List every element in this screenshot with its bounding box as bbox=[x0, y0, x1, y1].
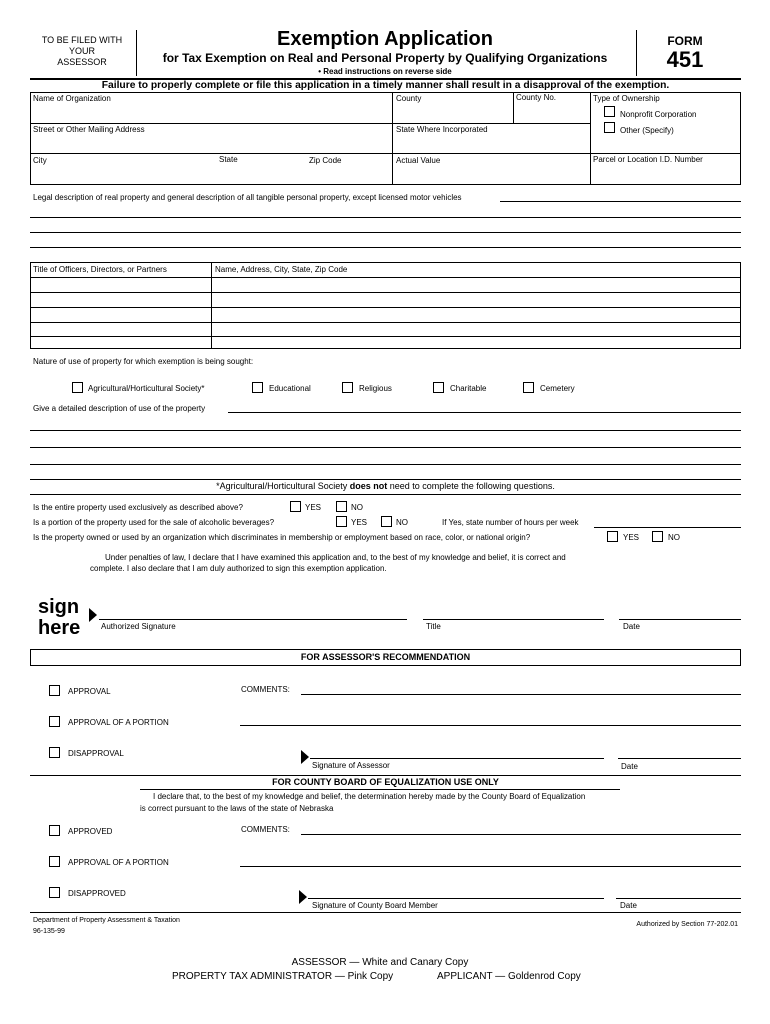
legal-line-3[interactable] bbox=[30, 232, 741, 233]
header-divider-right bbox=[636, 30, 637, 76]
state-label: State bbox=[219, 155, 238, 164]
question-2: Is a portion of the property used for the sale of alcoholic beverages? bbox=[33, 518, 275, 527]
educational-checkbox[interactable] bbox=[252, 382, 263, 393]
agricultural-checkbox[interactable] bbox=[72, 382, 83, 393]
assessor-signature-label: Signature of Assessor bbox=[312, 761, 390, 770]
assessor-signature-line[interactable] bbox=[310, 758, 604, 759]
board-approved-checkbox[interactable] bbox=[49, 825, 60, 836]
sign-here-label: sign here bbox=[38, 596, 81, 639]
question-1: Is the entire property used exclusively as described above? bbox=[33, 503, 243, 512]
parcel-label: Parcel or Location I.D. Number bbox=[593, 155, 703, 164]
assessor-heading: FOR ASSESSOR'S RECOMMENDATION bbox=[300, 652, 471, 662]
county-no-label: County No. bbox=[516, 93, 557, 102]
religious-label: Religious bbox=[359, 384, 392, 393]
q2-no-checkbox[interactable] bbox=[381, 516, 392, 527]
board-signature-label: Signature of County Board Member bbox=[312, 901, 438, 910]
warning-text: Failure to properly complete or file this application in a timely manner shall result in a disapproval of the exemption. bbox=[101, 80, 670, 91]
assessor-date-line[interactable] bbox=[618, 758, 741, 759]
street-field[interactable] bbox=[31, 135, 391, 152]
q2-yes-checkbox[interactable] bbox=[336, 516, 347, 527]
street-label: Street or Other Mailing Address bbox=[33, 125, 145, 134]
board-disapproved-label: DISAPPROVED bbox=[68, 889, 126, 898]
assessor-approval-portion-label: APPROVAL OF A PORTION bbox=[68, 718, 169, 727]
other-ownership-field[interactable] bbox=[592, 137, 740, 151]
q2-no-label: NO bbox=[396, 518, 408, 527]
actual-value-label: Actual Value bbox=[396, 156, 441, 165]
cert-date-label: Date bbox=[623, 622, 640, 631]
q3-yes-label: YES bbox=[623, 533, 640, 542]
form-code: 96-135-99 bbox=[33, 928, 65, 935]
board-text-1: I declare that, to the best of my knowledge and belief, the determination hereby made by the County Board of Equalization bbox=[153, 792, 586, 801]
cemetery-label: Cemetery bbox=[540, 384, 575, 393]
certification-text-2: complete. I also declare that I am duly authorized to sign this exemption application. bbox=[90, 564, 387, 573]
q1-yes-checkbox[interactable] bbox=[290, 501, 301, 512]
title-label: Title bbox=[426, 622, 441, 631]
nature-of-use-label: Nature of use of property for which exemption is being sought: bbox=[33, 357, 254, 366]
board-comments-line-1[interactable] bbox=[301, 834, 741, 835]
board-signature-arrow bbox=[299, 890, 307, 904]
state-incorporated-field[interactable] bbox=[393, 135, 589, 152]
use-detail-line-1[interactable] bbox=[228, 412, 741, 413]
board-comments-label: COMMENTS: bbox=[241, 825, 290, 834]
question-3: Is the property owned or used by an organization which discriminates in membership or employment based on race, color, or national origin? bbox=[33, 533, 531, 542]
assessor-approval-checkbox[interactable] bbox=[49, 685, 60, 696]
cemetery-checkbox[interactable] bbox=[523, 382, 534, 393]
assessor-disapproval-label: DISAPPROVAL bbox=[68, 749, 124, 758]
org-name-label: Name of Organization bbox=[33, 94, 111, 103]
sign-here-arrow bbox=[89, 608, 97, 622]
officer-row-2[interactable] bbox=[30, 307, 741, 308]
assessor-comments-line-1[interactable] bbox=[301, 694, 741, 695]
board-date-line[interactable] bbox=[616, 898, 741, 899]
q1-no-checkbox[interactable] bbox=[336, 501, 347, 512]
agricultural-label: Agricultural/Horticultural Society* bbox=[88, 384, 205, 393]
city-label: City bbox=[33, 156, 47, 165]
certification-text-1: Under penalties of law, I declare that I have examined this application and, to the best of my knowledge and belief, it is correct and bbox=[105, 553, 566, 562]
county-field[interactable] bbox=[393, 104, 512, 122]
form-title: Exemption Application bbox=[277, 28, 493, 50]
board-signature-line[interactable] bbox=[308, 898, 604, 899]
legal-description-label: Legal description of real property and general description of all tangible personal property, except licensed motor vehicles bbox=[33, 193, 462, 202]
officers-title-header: Title of Officers, Directors, or Partners bbox=[33, 265, 167, 274]
legal-line-4[interactable] bbox=[30, 247, 741, 248]
assessor-comments-line-2[interactable] bbox=[240, 725, 741, 726]
assessor-signature-arrow bbox=[301, 750, 309, 764]
board-approval-portion-checkbox[interactable] bbox=[49, 856, 60, 867]
use-detail-label: Give a detailed description of use of the property bbox=[33, 404, 206, 413]
charitable-label: Charitable bbox=[450, 384, 487, 393]
county-label: County bbox=[396, 94, 422, 103]
zip-label: Zip Code bbox=[309, 156, 342, 165]
department-name: Department of Property Assessment & Taxation bbox=[33, 917, 180, 924]
instructions-note: • Read instructions on reverse side bbox=[318, 67, 452, 76]
q3-no-checkbox[interactable] bbox=[652, 531, 663, 542]
copy-distribution-1: ASSESSOR — White and Canary Copy bbox=[291, 957, 469, 968]
educational-label: Educational bbox=[269, 384, 311, 393]
officer-row-1[interactable] bbox=[30, 292, 741, 293]
title-line[interactable] bbox=[423, 619, 604, 620]
board-approved-label: APPROVED bbox=[68, 827, 113, 836]
board-text-2: is correct pursuant to the laws of the state of Nebraska bbox=[140, 804, 334, 813]
q3-no-label: NO bbox=[668, 533, 680, 542]
nonprofit-checkbox[interactable] bbox=[604, 106, 615, 117]
officers-name-header: Name, Address, City, State, Zip Code bbox=[215, 265, 348, 274]
header-divider-left bbox=[136, 30, 137, 76]
board-date-label: Date bbox=[620, 901, 637, 910]
copy-distribution-goldenrod: APPLICANT — Goldenrod Copy bbox=[437, 971, 581, 982]
legal-line-2[interactable] bbox=[30, 217, 741, 218]
assessor-approval-portion-checkbox[interactable] bbox=[49, 716, 60, 727]
religious-checkbox[interactable] bbox=[342, 382, 353, 393]
other-ownership-checkbox[interactable] bbox=[604, 122, 615, 133]
q2-hours-label: If Yes, state number of hours per week bbox=[442, 518, 579, 527]
cert-date-line[interactable] bbox=[619, 619, 741, 620]
county-no-field[interactable] bbox=[514, 104, 589, 122]
other-ownership-label: Other (Specify) bbox=[620, 126, 674, 135]
board-disapproved-checkbox[interactable] bbox=[49, 887, 60, 898]
copy-distribution-pink: PROPERTY TAX ADMINISTRATOR — Pink Copy bbox=[172, 971, 394, 982]
file-with-note: TO BE FILED WITH YOUR ASSESSOR bbox=[41, 35, 123, 67]
officer-row-3[interactable] bbox=[30, 322, 741, 323]
form-label: FORM bbox=[667, 34, 703, 48]
q1-yes-label: YES bbox=[305, 503, 322, 512]
city-state-zip-field[interactable] bbox=[31, 166, 391, 184]
authorized-section: Authorized by Section 77-202.01 bbox=[636, 921, 738, 928]
use-detail-line-2[interactable] bbox=[30, 430, 741, 431]
assessor-date-label: Date bbox=[621, 762, 638, 771]
authorized-signature-line[interactable] bbox=[99, 619, 407, 620]
actual-value-field[interactable] bbox=[393, 166, 589, 184]
state-incorporated-label: State Where Incorporated bbox=[396, 125, 488, 134]
ownership-label: Type of Ownership bbox=[593, 94, 660, 103]
authorized-signature-label: Authorized Signature bbox=[101, 622, 176, 631]
officer-row-4[interactable] bbox=[30, 336, 741, 337]
q3-yes-checkbox[interactable] bbox=[607, 531, 618, 542]
org-name-field[interactable] bbox=[31, 104, 391, 122]
q2-hours-field[interactable] bbox=[594, 527, 741, 528]
form-number: 451 bbox=[666, 47, 704, 72]
assessor-comments-label: COMMENTS: bbox=[241, 685, 290, 694]
agricultural-note: *Agricultural/Horticultural Society does not need to complete the following questions. bbox=[216, 481, 555, 491]
charitable-checkbox[interactable] bbox=[433, 382, 444, 393]
q2-yes-label: YES bbox=[351, 518, 368, 527]
use-detail-line-4[interactable] bbox=[30, 464, 741, 465]
form-subtitle: for Tax Exemption on Real and Personal Property by Qualifying Organizations bbox=[162, 51, 608, 65]
assessor-approval-label: APPROVAL bbox=[68, 687, 111, 696]
board-heading: FOR COUNTY BOARD OF EQUALIZATION USE ONLY bbox=[272, 777, 499, 787]
board-comments-line-2[interactable] bbox=[240, 866, 741, 867]
use-detail-line-3[interactable] bbox=[30, 447, 741, 448]
nonprofit-label: Nonprofit Corporation bbox=[620, 110, 697, 119]
board-approval-portion-label: APPROVAL OF A PORTION bbox=[68, 858, 169, 867]
q1-no-label: NO bbox=[351, 503, 363, 512]
parcel-field[interactable] bbox=[591, 166, 740, 184]
assessor-disapproval-checkbox[interactable] bbox=[49, 747, 60, 758]
legal-line-1[interactable] bbox=[500, 201, 741, 202]
